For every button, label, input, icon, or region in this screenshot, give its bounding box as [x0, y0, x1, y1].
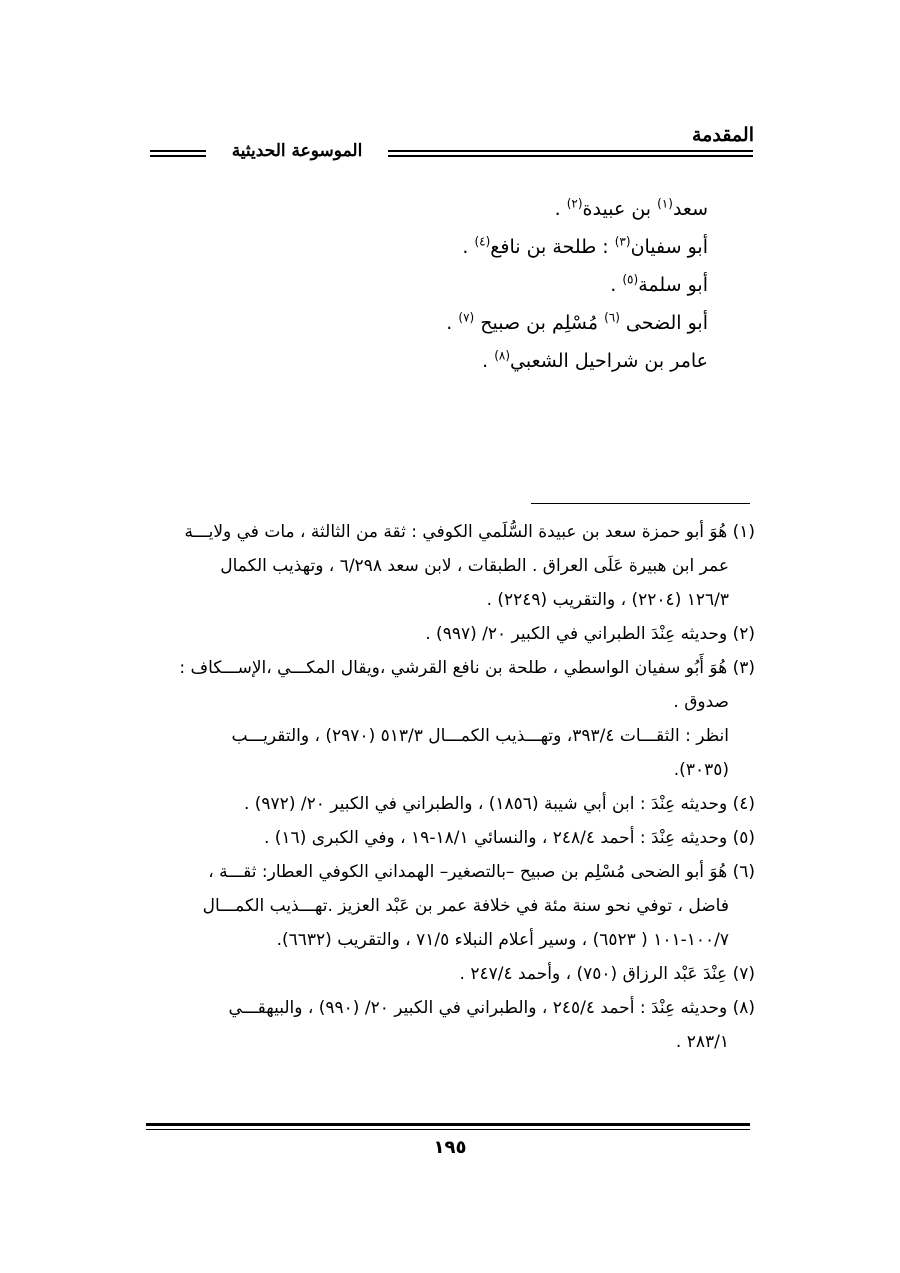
narrator-line: عامر بن شراحيل الشعبي$^{(٨)}$ . [482, 348, 708, 372]
footnote-1: (١) هُوَ أبو حمزة سعد بن عبيدة السُّلَمي الكوفي : ثقة من الثالثة ، مات في ولايـــة عمر ابن هبيرة عَلَى العراق . الطبقات ، لابن سعد ٦/٢٩٨ ، وتهذيب الكمال ١٢٦/٣ (٢٢٠٤) ، والتقريب (٢٢٤٩) . [184, 522, 755, 610]
narrator-line: سعد$^{(١)}$ بن عبيدة$^{(٢)}$ . [554, 196, 708, 220]
footnote-3: (٣) هُوَ أَبُو سفيان الواسطي ، طلحة بن نافع القرشي ،ويقال المكـــي ،الإســـكاف : صدوق . انظر : الثقـــات ٣٩٣/٤، وتهـــذيب الكمـــال ٥١٣/٣ (٢٩٧٠) ، والتقريـــب (٣٠٣٥). [179, 658, 755, 780]
footnote-6: (٦) هُوَ أبو الضحى مُسْلِم بن صبيح –بالتصغير– الهمداني الكوفي العطار: ثقـــة ، فاضل ، توفي نحو سنة مئة في خلافة عمر بن عَبْد العزيز .تهـــذيب الكمـــال ١٠٠/٧-١٠١ ( ٦٥٢٣) ، وسير أعلام النبلاء ٧١/٥ ، والتقريب (٦٦٣٢). [202, 862, 755, 950]
narrator-line: أبو الضحى $^{(٦)}$ مُسْلِم بن صبيح $^{(٧)}$ . [446, 310, 708, 334]
footnote-separator [531, 503, 750, 504]
header-rule-long [388, 150, 753, 157]
narrator-line: أبو سلمة$^{(٥)}$ . [610, 272, 708, 296]
narrator-line: أبو سفيان$^{(٣)}$ : طلحة بن نافع$^{(٤)}$ . [462, 234, 708, 258]
footnote-5: (٥) وحديثه عِنْدَ : أحمد ٢٤٨/٤ ، والنسائي ١٨/١-١٩ ، وفي الكبرى (١٦) . [263, 828, 755, 848]
chapter-title: المقدمة [691, 124, 754, 146]
book-title: الموسوعة الحديثية [231, 141, 363, 161]
footnote-2: (٢) وحديثه عِنْدَ الطبراني في الكبير ٢٠/ (٩٩٧) . [425, 624, 755, 644]
footnote-4: (٤) وحديثه عِنْدَ : ابن أبي شيبة (١٨٥٦) ، والطبراني في الكبير ٢٠/ (٩٧٢) . [243, 794, 755, 814]
footnote-7: (٧) عِنْدَ عَبْد الرزاق (٧٥٠) ، وأحمد ٢٤٧/٤ . [459, 964, 755, 984]
footer-rule-thin [146, 1129, 750, 1130]
header-rule-short [150, 150, 206, 157]
narrator-list [188, 190, 708, 380]
footer-rule-thick [146, 1123, 750, 1126]
footnote-8: (٨) وحديثه عِنْدَ : أحمد ٢٤٥/٤ ، والطبراني في الكبير ٢٠/ (٩٩٠) ، والبيهقـــي ٢٨٣/١ . [228, 998, 755, 1052]
footnotes [143, 515, 755, 1059]
page-number: ١٩٥ [433, 1137, 467, 1158]
